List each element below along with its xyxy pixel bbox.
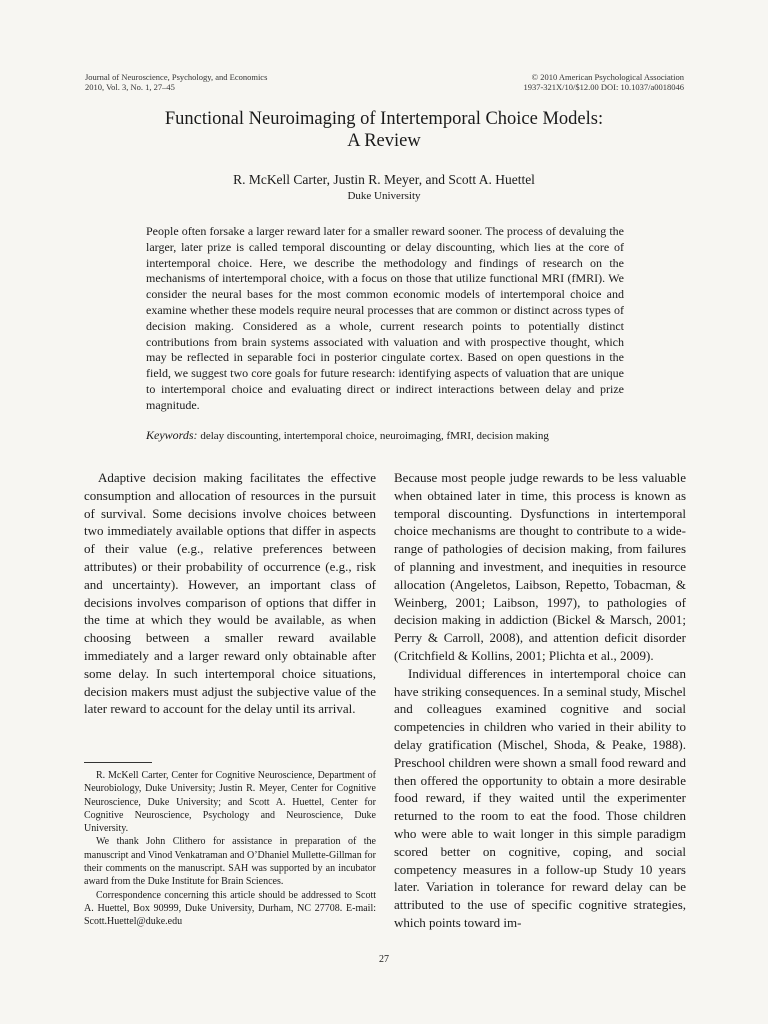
doi-line: 1937-321X/10/$12.00 DOI: 10.1037/a0018046: [523, 82, 684, 92]
copyright-line: © 2010 American Psychological Association: [531, 72, 684, 82]
journal-name: Journal of Neuroscience, Psychology, and Economics: [85, 72, 268, 82]
footnote-acknowledgments: We thank John Clithero for assistance in preparation of the manuscript and Vinod Venkatraman and O’Dhaniel Mullette-Gillman for their comments on the manuscript. SAH was supported by an incubator award from the Duke Institute for Brain Sciences.: [84, 836, 376, 888]
affiliation: Duke University: [347, 190, 421, 202]
footnote-affiliations: R. McKell Carter, Center for Cognitive Neuroscience, Department of Neurobiology, Duke University; Justin R. Meyer, Center for Cognitive Neuroscience, Duke University; and Scott A. Huettel, Center for Cognitive Neuroscience, Psychology and Neuroscience, Duke University.: [84, 770, 376, 835]
abstract: People often forsake a larger reward later for a smaller reward sooner. The process of devaluing the larger, later prize is called temporal discounting or delay discounting, which lies at the core of intertemporal choice. Here, we describe the methodology and findings of research on the mechanisms of intertemporal choice, with a focus on those that utilize functional MRI (fMRI). We consider the neural bases for the most common economic models of intertemporal choice and examine whether these models require neural processes that are common or distinct across types of decision making. Considered as a whole, current research points to potentially distinct contributions from brain systems associated with valuation and with prospective thought, which may be reflected in separable foci in posterior cingulate cortex. Based on open questions in the field, we suggest two core goals for future research: identifying aspects of valuation that are unique to intertemporal choice and evaluating direct or indirect interactions between delay and prize magnitude.: [146, 224, 624, 412]
body-column-right: [394, 469, 686, 932]
body-column-left: [84, 469, 376, 718]
footnote-rule: [84, 762, 152, 763]
copyright-header: [523, 72, 684, 92]
title-line-2: A Review: [347, 131, 421, 151]
author-list: R. McKell Carter, Justin R. Meyer, and Scott A. Huettel: [233, 172, 535, 187]
footnotes: [84, 769, 376, 929]
journal-header: [85, 72, 267, 92]
paper-title: [0, 108, 768, 152]
page-number: 27: [379, 954, 389, 965]
journal-volume: 2010, Vol. 3, No. 1, 27–45: [85, 82, 175, 92]
footnote-correspondence: Correspondence concerning this article should be addressed to Scott A. Huettel, Box 90999, Duke University, Durham, NC 27708. E-mail: Scott.Huettel@duke.edu: [84, 889, 376, 928]
body-paragraph: Individual differences in intertemporal choice can have striking consequences. In a seminal study, Mischel and colleagues examined cognitive and social competencies in children who varied in their ability to delay gratification (Mischel, Shoda, & Peake, 1988). Preschool children were shown a small food reward and then offered the opportunity to obtain a more desirable food reward, if they waited until the experimenter returned to the room to eat the food. Those children who were able to wait longer in this simple paradigm scored better on cognitive, coping, and social competency measures in a follow-up Study 10 years later. Variation in tolerance for reward delay can be attributed to the use of specific cognitive strategies, which points toward im-: [394, 665, 686, 930]
keywords-label: Keywords:: [146, 428, 198, 442]
keywords-text: delay discounting, intertemporal choice, neuroimaging, fMRI, decision making: [200, 430, 549, 442]
title-line-1: Functional Neuroimaging of Intertemporal Choice Models:: [164, 109, 604, 129]
body-paragraph: Because most people judge rewards to be less valuable when obtained later in time, this process is known as temporal discounting. Dysfunctions in intertemporal choice mechanisms are thought to contribute to a wide-range of pathologies of decision making, from failures of planning and investment, and inequities in resource allocation (Angeletos, Laibson, Repetto, Tobacman, & Weinberg, 2001; Laibson, 1997), to pathologies of decision making in addiction (Bickel & Marsch, 2001; Perry & Carroll, 2008), and attention deficit disorder (Critchfield & Kollins, 2001; Plichta et al., 2009).: [394, 470, 686, 663]
body-paragraph: Adaptive decision making facilitates the effective consumption and allocation of resources in the pursuit of survival. Some decisions involve choices between two immediately available options that differ in aspects of their value (e.g., relative preferences between attributes) or their probability of occurrence (e.g., risk and uncertainty). However, an important class of decisions involves comparison of options that differ in the time at which they would be available, as when choosing between a smaller reward available immediately and a larger reward only obtainable after some delay. In such intertemporal choice situations, decision makers must adjust the subjective value of the later reward to account for the delay until its arrival.: [84, 470, 376, 717]
keywords: [146, 428, 624, 443]
